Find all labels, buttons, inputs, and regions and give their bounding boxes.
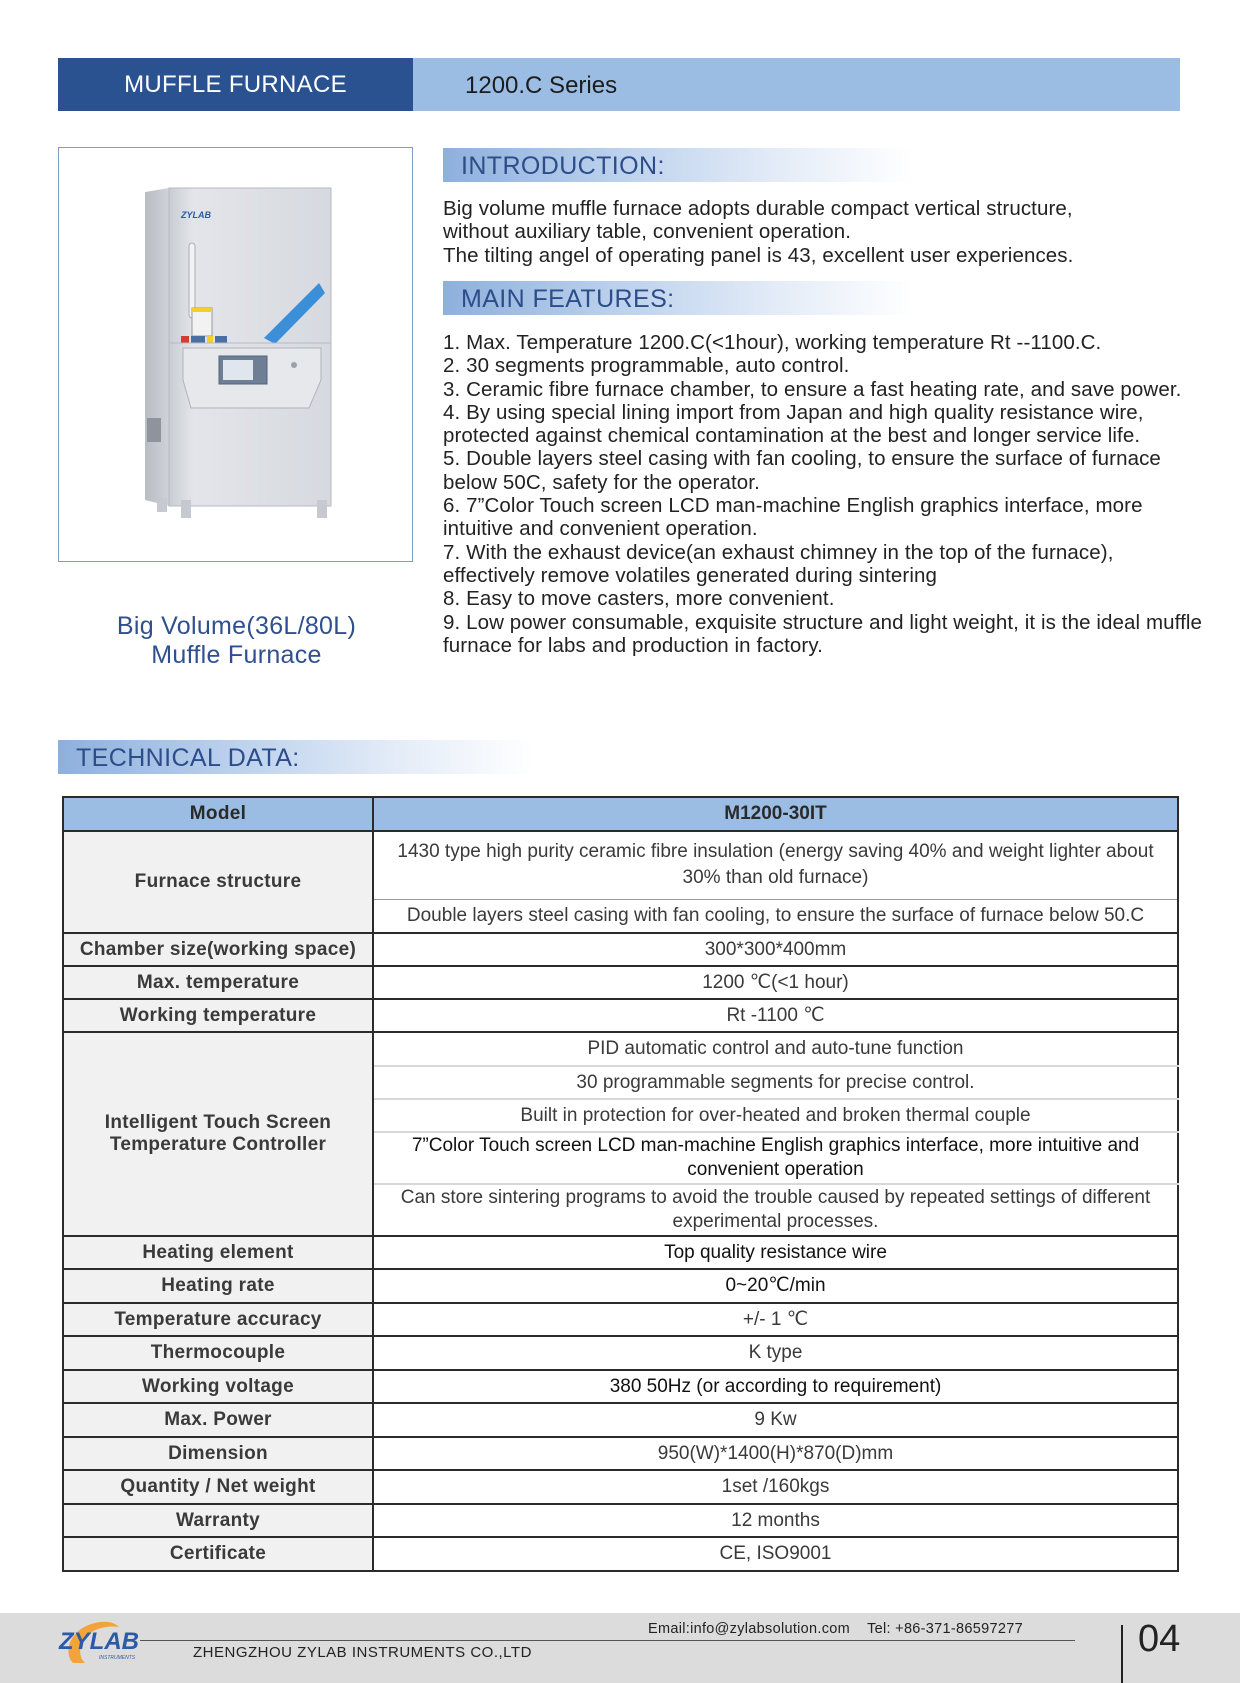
- page-number-divider: [1121, 1625, 1123, 1683]
- row-value: +/- 1 ℃: [373, 1303, 1178, 1336]
- row-value: 950(W)*1400(H)*870(D)mm: [373, 1437, 1178, 1470]
- intro-line: without auxiliary table, convenient operation.: [443, 220, 852, 244]
- svg-text:INSTRUMENTS: INSTRUMENTS: [99, 1655, 136, 1661]
- table-row: [63, 1303, 1178, 1336]
- model-value: M1200-30IT: [373, 797, 1178, 831]
- furnace-logo: ZYLAB: [181, 210, 211, 220]
- zylab-logo-icon: [55, 1615, 165, 1671]
- row-label: Dimension: [63, 1437, 373, 1470]
- table-row: [63, 1032, 1178, 1066]
- table-row: [63, 1504, 1178, 1537]
- footer-contact: Email:info@zylabsolution.com Tel: +86-371-86597277: [648, 1621, 1023, 1637]
- row-value: K type: [373, 1336, 1178, 1370]
- main-features-heading: MAIN FEATURES:: [443, 281, 913, 315]
- feature-item: 5. Double layers steel casing with fan cooling, to ensure the surface of furnace below 50C, safety for the operator.: [443, 447, 1161, 494]
- row-value: 12 months: [373, 1504, 1178, 1537]
- feature-item: 3. Ceramic fibre furnace chamber, to ensure a fast heating rate, and save power.: [443, 377, 1182, 401]
- caption-line-1: Big Volume(36L/80L): [116, 612, 357, 640]
- row-label: Heating element: [63, 1236, 373, 1269]
- footer-divider: [140, 1640, 1075, 1641]
- caption-line-2: Muffle Furnace: [151, 641, 322, 669]
- row-label: Certificate: [63, 1537, 373, 1571]
- row-value: 300*300*400mm: [373, 933, 1178, 966]
- table-row: [63, 831, 1178, 899]
- table-row: [63, 1269, 1178, 1303]
- row-label: Warranty: [63, 1504, 373, 1537]
- row-label: Max. temperature: [63, 966, 373, 999]
- table-row: [63, 1537, 1178, 1571]
- intro-line: The tilting angel of operating panel is 43, excellent user experiences.: [443, 243, 1074, 267]
- furnace-illustration: [59, 148, 412, 561]
- row-label: Furnace structure: [63, 831, 373, 933]
- page-number: 04: [1138, 1618, 1181, 1660]
- row-value: Built in protection for over-heated and broken thermal couple: [373, 1099, 1178, 1132]
- row-label: Heating rate: [63, 1269, 373, 1303]
- row-value: Rt -1100 ℃: [373, 999, 1178, 1032]
- page-footer: [0, 1613, 1240, 1683]
- svg-text:ZYLAB: ZYLAB: [59, 1628, 139, 1655]
- feature-item: 8. Easy to move casters, more convenient.: [443, 587, 835, 611]
- page-title: MUFFLE FURNACE: [124, 71, 347, 98]
- row-label: Working temperature: [63, 999, 373, 1032]
- feature-item: 1. Max. Temperature 1200.C(<1hour), working temperature Rt --1100.C.: [443, 331, 1102, 354]
- footer-company-name: ZHENGZHOU ZYLAB INSTRUMENTS CO.,LTD: [193, 1644, 532, 1661]
- technical-data-heading: TECHNICAL DATA:: [58, 740, 533, 774]
- controller-label-line-2: Temperature Controller: [109, 1134, 327, 1155]
- table-row: [63, 1437, 1178, 1470]
- row-value: Can store sintering programs to avoid the trouble caused by repeated settings of different experimental processes.: [373, 1184, 1178, 1236]
- row-value: 0~20℃/min: [373, 1269, 1178, 1303]
- table-header-row: [63, 797, 1178, 831]
- feature-item: 9. Low power consumable, exquisite structure and light weight, it is the ideal muffle furnace for labs and production in factory.: [443, 610, 1203, 657]
- table-row: [63, 1470, 1178, 1504]
- intro-line: Big volume muffle furnace adopts durable compact vertical structure,: [443, 197, 1073, 220]
- table-row: [63, 933, 1178, 966]
- row-value: 7”Color Touch screen LCD man-machine English graphics interface, more intuitive and convenient operation: [373, 1132, 1178, 1184]
- product-caption: [58, 612, 415, 670]
- row-value: 1200 ℃(<1 hour): [373, 966, 1178, 999]
- table-row: [63, 1236, 1178, 1269]
- features-list: [443, 331, 1203, 657]
- feature-item: 4. By using special lining import from Japan and high quality resistance wire, protected against chemical contamination at the best and longer service life.: [443, 400, 1144, 448]
- feature-item: 2. 30 segments programmable, auto control.: [443, 354, 850, 378]
- row-label: Chamber size(working space): [63, 933, 373, 966]
- introduction-text: [443, 197, 1203, 267]
- row-value: Top quality resistance wire: [373, 1236, 1178, 1269]
- row-label: Working voltage: [63, 1370, 373, 1403]
- company-logo: [55, 1615, 165, 1671]
- model-label: Model: [63, 797, 373, 831]
- row-label: Max. Power: [63, 1403, 373, 1437]
- product-image: [58, 147, 413, 562]
- series-label: 1200.C Series: [465, 72, 618, 99]
- controller-label-line-1: Intelligent Touch Screen: [104, 1112, 332, 1133]
- row-value: 380 50Hz (or according to requirement): [373, 1370, 1178, 1403]
- feature-item: 7. With the exhaust device(an exhaust chimney in the top of the furnace), effectively remove volatiles generated during sintering: [443, 540, 1114, 587]
- row-value: 9 Kw: [373, 1403, 1178, 1437]
- table-row: [63, 1370, 1178, 1403]
- row-label: Temperature accuracy: [63, 1303, 373, 1336]
- table-row: [63, 999, 1178, 1032]
- row-label: Thermocouple: [63, 1336, 373, 1370]
- table-row: [63, 1403, 1178, 1437]
- row-value: 1set /160kgs: [373, 1470, 1178, 1504]
- feature-item: 6. 7”Color Touch screen LCD man-machine English graphics interface, more intuitive and convenient operation.: [443, 494, 1143, 541]
- table-row: [63, 966, 1178, 999]
- spec-table: [62, 796, 1179, 1572]
- row-value: 30 programmable segments for precise control.: [373, 1066, 1178, 1099]
- table-row: [63, 1336, 1178, 1370]
- row-value: PID automatic control and auto-tune function: [373, 1032, 1178, 1066]
- row-label: Quantity / Net weight: [63, 1470, 373, 1504]
- row-value: CE, ISO9001: [373, 1537, 1178, 1571]
- row-label: [63, 1032, 373, 1236]
- introduction-heading: INTRODUCTION:: [443, 148, 913, 182]
- row-value: 1430 type high purity ceramic fibre insulation (energy saving 40% and weight lighter about 30% than old furnace): [373, 831, 1178, 899]
- row-value: Double layers steel casing with fan cooling, to ensure the surface of furnace below 50.C: [373, 899, 1178, 933]
